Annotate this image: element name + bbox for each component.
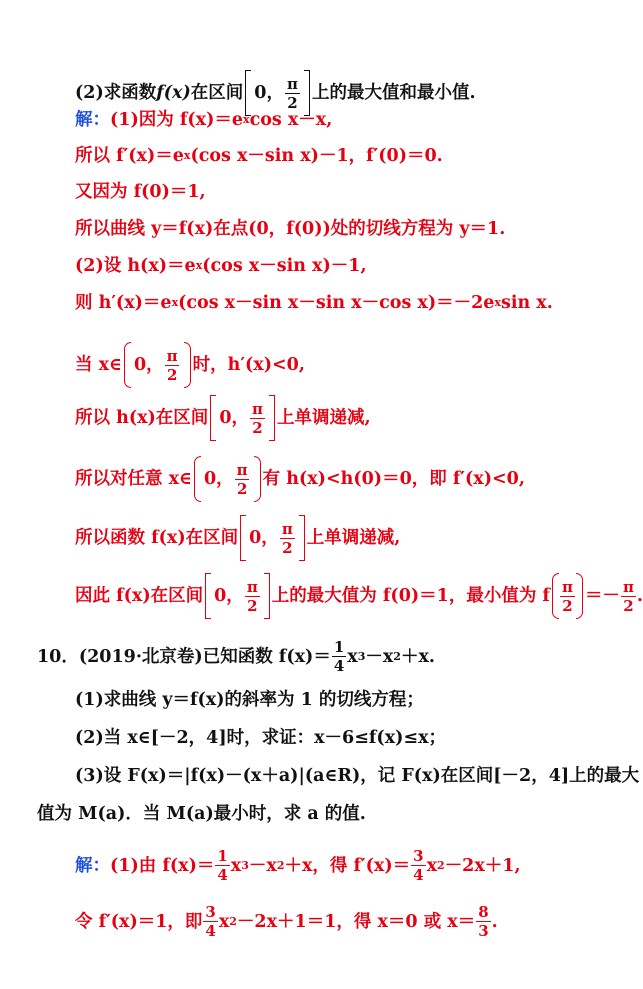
solution-label: 解：: [75, 110, 110, 130]
argument-paren: [552, 573, 583, 619]
q2-fx: f(x): [156, 83, 191, 103]
frac-num: 3: [413, 847, 424, 865]
q10-tail-b: －x: [365, 646, 394, 667]
frac-den: 2: [287, 93, 298, 112]
sol1-l11d: .: [636, 586, 643, 606]
pi-over-2-fraction: [165, 347, 180, 384]
interval-bracket: [124, 342, 191, 388]
frac-den: 2: [623, 596, 634, 615]
sol2-l2d: .: [491, 911, 498, 932]
interval-zero: 0，: [249, 528, 279, 548]
solution-label: 解：: [75, 855, 110, 876]
q10-part-3b: [37, 802, 366, 826]
solution-line-7: [75, 342, 305, 388]
sol2-l1b: x: [230, 855, 242, 876]
pi-over-2-fraction: [235, 461, 250, 498]
interval-zero: 0，: [219, 408, 249, 428]
q10-tail-c: ＋x.: [400, 646, 435, 667]
interval-zero: 0，: [203, 469, 234, 489]
sol1-l10a: 所以函数 f(x)在区间: [75, 528, 239, 548]
solution-line-9: [75, 456, 525, 502]
solution-line-2: 所以 f′(x)＝e x (cos x－sin x)－1，f′(0)＝0.: [75, 146, 443, 166]
one-quarter-fraction: [332, 638, 346, 675]
sol1-l4: 所以曲线 y＝f(x)在点(0，f(0))处的切线方程为 y＝1.: [75, 219, 506, 239]
q10-head: 10．(2019·北京卷)已知函数 f(x)＝: [37, 646, 331, 667]
frac-den: 2: [252, 418, 263, 437]
frac-den: 4: [205, 922, 216, 940]
frac-den: 4: [413, 866, 424, 884]
sol1-l2a: 所以 f′(x)＝e: [75, 146, 184, 166]
pi-over-2-fraction: [250, 400, 265, 437]
frac-num: 8: [478, 903, 489, 921]
q10-p3b: 值为 M(a)．当 M(a)最小时，求 a 的值.: [37, 804, 366, 824]
interval-bracket: [194, 456, 261, 502]
q10-part-3a: [75, 764, 639, 788]
frac-num: π: [286, 74, 298, 93]
interval-bracket: [210, 395, 275, 441]
frac-num: 3: [205, 903, 216, 921]
sol1-l8a: 所以 h(x)在区间: [75, 408, 209, 428]
solution-line-6: 则 h′(x)＝e x (cos x－sin x－sin x－cos x)＝－2e x sin x.: [75, 293, 553, 313]
frac-den: 4: [333, 657, 345, 675]
pi-over-2-fraction: [560, 578, 575, 615]
q2-mid: 在区间: [190, 83, 244, 103]
sol1-l5a: (2)设 h(x)＝e: [75, 256, 196, 276]
sol1-l6a: 则 h′(x)＝e: [75, 293, 172, 313]
frac-num: π: [166, 346, 178, 365]
interval-bracket: [205, 573, 270, 619]
q10-part-2: [75, 726, 446, 750]
pi-over-2-fraction: [245, 578, 260, 615]
sol2-l2a: 令 f′(x)＝1，即: [75, 911, 203, 932]
sol2-l2c: －2x＋1＝1，得 x＝0 或 x＝: [236, 911, 476, 932]
frac-num: π: [561, 577, 573, 596]
sol2-l2b: x: [218, 911, 230, 932]
sol2-l1d: ＋x，得 f′(x)＝: [284, 855, 411, 876]
sol1-l1: (1)因为 f(x)＝e: [110, 110, 243, 130]
frac-num: π: [622, 577, 634, 596]
frac-num: 1: [333, 638, 345, 656]
sol1-l8b: 上单调递减,: [276, 408, 371, 428]
sol1-l6b: (cos x－sin x－sin x－cos x)＝－2e: [178, 293, 495, 313]
sol1-l10b: 上单调递减,: [306, 528, 401, 548]
solution-line-4: [75, 217, 505, 241]
sol2-l1f: －2x＋1,: [444, 855, 521, 876]
frac-den: 4: [217, 866, 228, 884]
sol1-l1end: cos x－x,: [249, 110, 333, 130]
interval-bracket: [240, 515, 305, 561]
pi-over-2-fraction: [285, 75, 300, 112]
three-quarters-fraction: [203, 903, 217, 940]
sol1-l7b: 时，h′(x)<0,: [192, 355, 305, 375]
sol1-l5b: (cos x－sin x)－1,: [202, 256, 367, 276]
q10-p2: (2)当 x∈[－2，4]时，求证：x－6≤f(x)≤x；: [75, 728, 447, 748]
solution-line-8: [75, 395, 371, 441]
sol1-l11a: 因此 f(x)在区间: [75, 586, 204, 606]
frac-num: π: [281, 519, 293, 538]
interval-zero: 0，: [254, 83, 284, 103]
frac-den: 2: [282, 538, 293, 557]
sol1-l3: 又因为 f(0)＝1,: [75, 182, 206, 202]
one-quarter-fraction: [215, 847, 229, 884]
solution-line-3: [75, 180, 206, 204]
frac-den: 2: [166, 365, 178, 384]
three-quarters-fraction: [411, 847, 425, 884]
frac-den: 2: [562, 596, 573, 615]
frac-num: π: [252, 399, 263, 418]
q10-tail-a: x: [347, 646, 358, 667]
pi-over-2-fraction: [280, 520, 295, 557]
solution-line-10: [75, 515, 400, 561]
sol1-l6c: sin x.: [500, 293, 553, 313]
sol2-l1e: x: [426, 855, 438, 876]
frac-num: π: [236, 460, 248, 479]
pi-over-2-fraction: [621, 578, 636, 615]
question-10-line: 10．(2019·北京卷)已知函数 f(x)＝ $\frac{1}{4}$ x 3 －x 2 ＋x.: [37, 638, 435, 675]
interval-zero: 0，: [214, 586, 244, 606]
sol2-l1c: －x: [248, 855, 277, 876]
q2-suffix: 上的最大值和最小值.: [311, 83, 476, 103]
sol1-l7a: 当 x∈: [75, 355, 122, 375]
sol1-l11c: ＝－: [584, 586, 620, 606]
solution2-line-1: 解： (1)由 f(x)＝ $\frac{1}{4}$ x 3 －x 2 ＋x，得 f′(x)＝ $\frac{3}{4}$ x 2 －2x＋1,: [75, 847, 521, 884]
solution2-line-2: 令 f′(x)＝1，即 $\frac{3}{4}$ x 2 －2x＋1＝1，得 x＝0 或 x＝ $\frac{8}{3}$ .: [75, 903, 498, 940]
interval-zero: 0，: [133, 355, 164, 375]
frac-den: 3: [478, 922, 489, 940]
eight-thirds-fraction: [476, 903, 490, 940]
sol1-l2b: (cos x－sin x)－1，f′(0)＝0.: [190, 146, 443, 166]
frac-num: 1: [217, 847, 228, 865]
sol1-l9a: 所以对任意 x∈: [75, 469, 192, 489]
solution-line-5: (2)设 h(x)＝e x (cos x－sin x)－1,: [75, 256, 367, 276]
q10-p1: (1)求曲线 y＝f(x)的斜率为 1 的切线方程；: [75, 690, 424, 710]
frac-den: 2: [236, 479, 248, 498]
frac-num: π: [246, 577, 258, 596]
sol1-l11b: 上的最大值为 f(0)＝1，最小值为 f: [271, 586, 550, 606]
q2-prefix: (2)求函数: [75, 83, 157, 103]
solution-line-1: 解： (1)因为 f(x)＝e x cos x－x,: [75, 110, 333, 130]
sol2-l1a: (1)由 f(x)＝: [110, 855, 215, 876]
q10-p3a: (3)设 F(x)＝|f(x)－(x＋a)|(a∈R)，记 F(x)在区间[－2，4]上的最大: [75, 766, 640, 786]
frac-den: 2: [247, 596, 258, 615]
solution-line-11: [75, 573, 643, 619]
q10-part-1: [75, 688, 424, 712]
sol1-l9b: 有 h(x)<h(0)＝0，即 f′(x)<0,: [262, 469, 525, 489]
